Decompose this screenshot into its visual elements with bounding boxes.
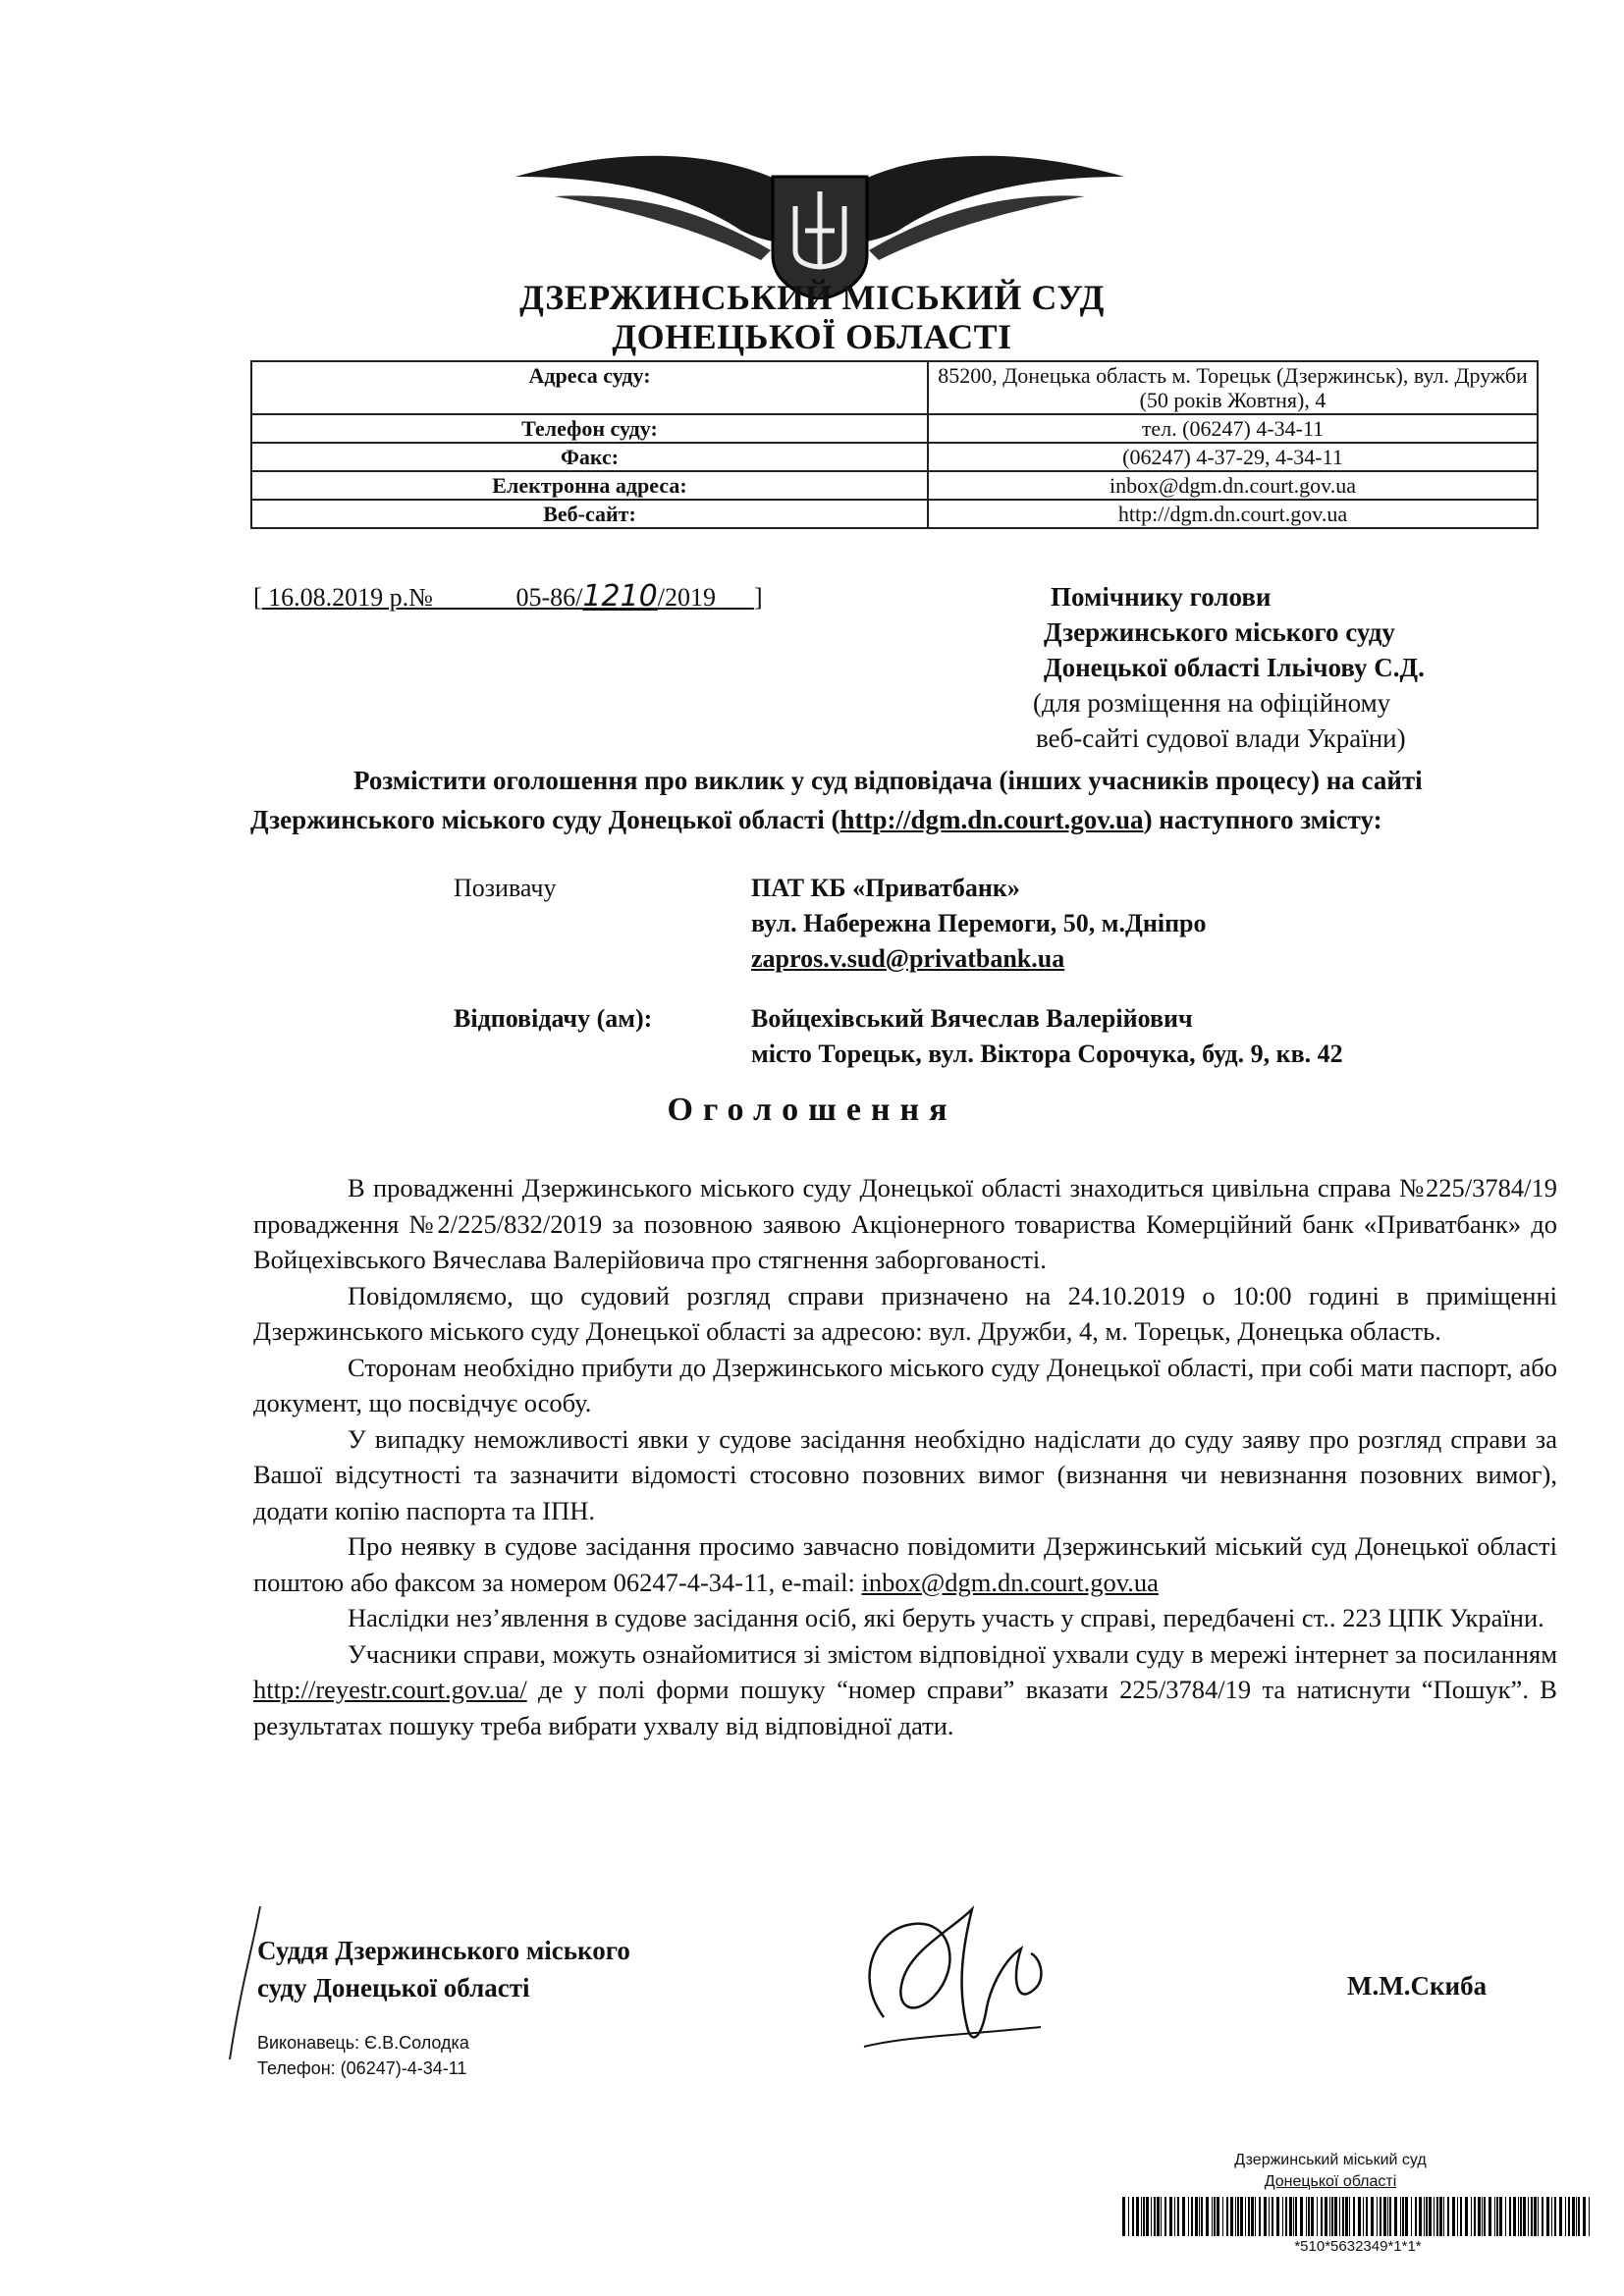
barcode-bar (1583, 2197, 1586, 2236)
paragraph-notify: Про неявку в судове засідання просимо завчасно повідомити Дзержинський міський суд Донецької області поштою або факсом за номером 06247-4-34-11, e-mail: inbox@dgm.dn.court.gov.ua (253, 1531, 1557, 1597)
barcode-bar (1240, 2197, 1243, 2236)
barcode-bar (1366, 2197, 1368, 2236)
barcode-bar (1509, 2197, 1511, 2236)
barcode-bar (1157, 2197, 1160, 2236)
barcode-bar (1482, 2197, 1483, 2236)
paragraph-documents: Сторонам необхідно прибути до Дзержинського міського суду Донецької області, при собі мати паспорт, або документ, що посвідчує особу. (253, 1352, 1557, 1417)
addressee-line5: веб-сайті судової влади України) (1036, 723, 1406, 753)
barcode-bar (1394, 2197, 1397, 2236)
barcode-bar (1447, 2197, 1449, 2236)
barcode-bar (1293, 2197, 1294, 2236)
barcode-bar (1188, 2197, 1189, 2236)
stamp-line2: Донецької області (1264, 2173, 1397, 2190)
barcode-bar (1389, 2197, 1391, 2236)
reference-number-suffix: /2019 (657, 583, 716, 612)
barcode-bar (1439, 2197, 1442, 2236)
barcode-bar (1251, 2197, 1254, 2236)
barcode-bar (1206, 2197, 1209, 2236)
barcode-bar (1542, 2197, 1543, 2236)
barcode-bar (1578, 2197, 1580, 2236)
court-emblem (496, 137, 1144, 299)
barcode-bar (1169, 2197, 1172, 2236)
barcode-bar (1248, 2197, 1250, 2236)
barcode-bar (1317, 2197, 1318, 2236)
barcode-bar (1513, 2197, 1516, 2236)
barcode-bar (1122, 2197, 1125, 2236)
addressee-line4: (для розміщення на офіційному (1033, 688, 1391, 718)
barcode-bar (1195, 2197, 1198, 2236)
barcode-bar (1132, 2197, 1134, 2236)
phone-label: Телефон суду: (251, 414, 928, 443)
registry-stamp (1193, 2150, 1468, 2193)
addressee-line3: Донецької області Ільічову С.Д. (1044, 653, 1425, 682)
barcode-bar (1295, 2197, 1297, 2236)
barcode-bar (1363, 2197, 1364, 2236)
barcode-bar (1405, 2197, 1408, 2236)
executor-phone: Телефон: (06247)-4-34-11 (257, 2058, 467, 2078)
barcode-bar (1128, 2197, 1129, 2236)
barcode-bar (1380, 2197, 1381, 2236)
barcode-bar (1424, 2197, 1425, 2236)
barcode-bar (1276, 2197, 1279, 2236)
court-email-link[interactable]: inbox@dgm.dn.court.gov.ua (861, 1567, 1159, 1597)
plaintiff-address: вул. Набережна Перемоги, 50, м.Дніпро (751, 909, 1207, 937)
barcode-bar (1568, 2197, 1570, 2236)
defendant-address: місто Торецьк, вул. Віктора Сорочука, буд. 9, кв. 42 (751, 1040, 1343, 1068)
barcode (1122, 2197, 1594, 2236)
barcode-bar (1177, 2197, 1179, 2236)
barcode-bar (1411, 2197, 1412, 2236)
table-row (251, 414, 1538, 443)
barcode-bar (1212, 2197, 1213, 2236)
barcode-bar (1474, 2197, 1476, 2236)
barcode-bar (1199, 2197, 1200, 2236)
barcode-bar (1161, 2197, 1162, 2236)
barcode-bar (1358, 2197, 1361, 2236)
registry-link[interactable]: http://reyestr.court.gov.ua/ (253, 1675, 527, 1704)
barcode-bar (1214, 2197, 1216, 2236)
barcode-bar (1505, 2197, 1506, 2236)
bracket-open: [ (253, 583, 262, 612)
paragraph-hearing-date: Повідомляємо, що судовий розгляд справи призначено на 24.10.2019 о 10:00 годині в приміщенні Дзержинського міського суду Донецької області за адресою: вул. Дружби, 4, м. Торецьк, Донецька область. (253, 1280, 1557, 1346)
barcode-bar (1402, 2197, 1404, 2236)
court-title-line2: ДОНЕЦЬКОЇ ОБЛАСТІ (612, 317, 1012, 356)
barcode-bar (1143, 2197, 1145, 2236)
barcode-bar (1237, 2197, 1239, 2236)
barcode-bar (1565, 2197, 1566, 2236)
barcode-bar (1353, 2197, 1355, 2236)
table-row (251, 500, 1538, 528)
address-value: 85200, Донецька область м. Торецьк (Дзержинськ), вул. Дружби (50 років Жовтня), 4 (928, 361, 1538, 414)
barcode-bar (1306, 2197, 1307, 2236)
email-label: Електронна адреса: (251, 471, 928, 500)
barcode-bar (1201, 2197, 1203, 2236)
barcode-bar (1471, 2197, 1472, 2236)
website-label: Веб-сайт: (251, 500, 928, 528)
barcode-bar (1520, 2197, 1522, 2236)
outgoing-reference (253, 579, 763, 614)
addressee-line1: Помічнику голови (1051, 582, 1272, 612)
barcode-bar (1484, 2197, 1486, 2236)
barcode-bar (1415, 2197, 1417, 2236)
barcode-bar (1226, 2197, 1228, 2236)
barcode-bar (1272, 2197, 1273, 2236)
barcode-bar (1141, 2197, 1142, 2236)
barcode-bar (1534, 2197, 1537, 2236)
barcode-bar (1325, 2197, 1327, 2236)
barcode-bar (1383, 2197, 1386, 2236)
reference-number-prefix: 05-86/ (515, 583, 583, 612)
fax-label: Факс: (251, 443, 928, 471)
judge-name: М.М.Скиба (1347, 1971, 1488, 2001)
barcode-bar (1230, 2197, 1233, 2236)
barcode-bar (1443, 2197, 1444, 2236)
handwritten-signature (844, 1890, 1060, 2061)
barcode-bar (1329, 2197, 1330, 2236)
barcode-bar (1518, 2197, 1519, 2236)
barcode-bar (1429, 2197, 1432, 2236)
plaintiff-email[interactable]: zapros.v.sud@privatbank.ua (751, 944, 1065, 973)
barcode-bar (1387, 2197, 1388, 2236)
barcode-bar (1255, 2197, 1256, 2236)
barcode-bar (1589, 2197, 1590, 2236)
paragraph-absence: У випадку неможливості явки у судове засідання необхідно надіслати до суду заяву про розгляд справи за Вашої відсутності та зазначити відомості стосовно позовних вимог (визнання чи невизнання позовних вимог), додати копію паспорта та ІПН. (253, 1423, 1557, 1525)
barcode-bar (1339, 2197, 1340, 2236)
barcode-bar (1377, 2197, 1378, 2236)
judge-title-line1: Суддя Дзержинського міського (257, 1936, 630, 1965)
barcode-bar (1419, 2197, 1422, 2236)
barcode-bar (1222, 2197, 1223, 2236)
barcode-bar (1457, 2197, 1458, 2236)
notice-heading-line1: Розмістити оголошення про виклик у суд відповідача (інших учасників процесу) на сайті (353, 766, 1423, 795)
barcode-bar (1269, 2197, 1270, 2236)
table-row (251, 471, 1538, 500)
barcode-bar (1235, 2197, 1236, 2236)
barcode-bar (1478, 2197, 1481, 2236)
barcode-bar (1164, 2197, 1166, 2236)
barcode-bar (1551, 2197, 1552, 2236)
barcode-bar (1151, 2197, 1152, 2236)
barcode-bar (1460, 2197, 1462, 2236)
barcode-bar (1342, 2197, 1344, 2236)
plaintiff-name: ПАТ КБ «Приватбанк» (751, 874, 1020, 902)
barcode-bar (1289, 2197, 1292, 2236)
barcode-bar (1465, 2197, 1468, 2236)
barcode-bar (1245, 2197, 1246, 2236)
paragraph-case: В провадженні Дзержинського міського суду Донецької області знаходиться цивільна справа №225/3784/19 провадження №2/225/832/2019 за позовною заявою Акціонерного товариства Комерційний банк «Приватбанк» до Войцехівського Вячеслава Валерійовича про стягнення заборгованості. (253, 1173, 1557, 1274)
barcode-bar (1349, 2197, 1350, 2236)
defendant-name: Войцехівський Вячеслав Валерійович (751, 1004, 1193, 1033)
barcode-bar (1259, 2197, 1261, 2236)
barcode-bar (1345, 2197, 1348, 2236)
barcode-bar (1136, 2197, 1139, 2236)
barcode-bar (1331, 2197, 1333, 2236)
barcode-bar (1321, 2197, 1323, 2236)
barcode-bar (1146, 2197, 1149, 2236)
announcement-body (253, 1170, 1557, 1743)
barcode-bar (1434, 2197, 1435, 2236)
barcode-bar (1546, 2197, 1549, 2236)
court-title-line1: ДЗЕРЖИНСЬКИЙ МІСЬКИЙ СУД (519, 278, 1105, 317)
notice-heading-line2: Дзержинського міського суду Донецької області (http://dgm.dn.court.gov.ua) наступного змісту: (250, 805, 1382, 834)
phone-value: тел. (06247) 4-34-11 (928, 414, 1538, 443)
table-row (251, 443, 1538, 471)
table-row (251, 361, 1538, 414)
announcement-title: Оголошення (667, 1092, 957, 1128)
barcode-bar (1174, 2197, 1175, 2236)
executor-name: Виконавець: Є.В.Солодка (257, 2033, 469, 2053)
barcode-bar (1554, 2197, 1556, 2236)
barcode-bar (1436, 2197, 1438, 2236)
barcode-bar (1154, 2197, 1156, 2236)
barcode-bar (1217, 2197, 1219, 2236)
reference-number-handwritten: 1210 (582, 579, 658, 614)
barcode-bar (1191, 2197, 1193, 2236)
barcode-bar (1496, 2197, 1498, 2236)
address-label: Адреса суду: (251, 361, 928, 414)
barcode-bar (1282, 2197, 1283, 2236)
barcode-bar (1300, 2197, 1303, 2236)
plaintiff-label: Позивачу (454, 874, 557, 902)
bracket-close: ] (753, 583, 763, 612)
barcode-bar (1400, 2197, 1401, 2236)
court-website-link[interactable]: http://dgm.dn.court.gov.ua (839, 805, 1144, 834)
barcode-bar (1523, 2197, 1526, 2236)
email-value: inbox@dgm.dn.court.gov.ua (928, 471, 1538, 500)
barcode-bar (1499, 2197, 1502, 2236)
defendant-label: Відповідачу (ам): (454, 1004, 653, 1033)
barcode-bar (1308, 2197, 1310, 2236)
barcode-bar (1426, 2197, 1428, 2236)
fax-value: (06247) 4-37-29, 4-34-11 (928, 443, 1538, 471)
judge-title-line2: суду Донецької області (257, 1973, 530, 2002)
barcode-bar (1494, 2197, 1495, 2236)
barcode-bar (1531, 2197, 1533, 2236)
barcode-bar (1528, 2197, 1529, 2236)
paragraph-registry: Учасники справи, можуть ознайомитися зі змістом відповідної ухвали суду в мережі інтернет за посиланням http://reyestr.court.gov.ua/ де у полі форми пошуку “номер справи” вказати 225/3784/19 та натиснути “Пошук”. В результатах пошуку треба вибрати ухвалу від відповідної дати. (253, 1638, 1557, 1740)
addressee-line2: Дзержинського міського суду (1044, 617, 1395, 647)
barcode-bar (1572, 2197, 1575, 2236)
reference-date: 16.08.2019 р.№ (261, 583, 433, 612)
barcode-bar (1559, 2197, 1562, 2236)
barcode-bar (1576, 2197, 1577, 2236)
barcode-bar (1311, 2197, 1314, 2236)
website-value: http://dgm.dn.court.gov.ua (928, 500, 1538, 528)
barcode-bar (1264, 2197, 1267, 2236)
stamp-line1: Дзержинський міський суд (1234, 2152, 1427, 2168)
barcode-bar (1489, 2197, 1491, 2236)
barcode-bar (1371, 2197, 1374, 2236)
paragraph-consequences: Наслідки нез’явлення в судове засідання осіб, які беруть участь у справі, передбачені ст.. 223 ЦПК України. (348, 1603, 1544, 1632)
barcode-bar (1334, 2197, 1337, 2236)
court-info-table (250, 360, 1539, 529)
barcode-bar (1285, 2197, 1287, 2236)
barcode-number: *510*5632349*1*1* (1294, 2238, 1422, 2255)
barcode-bar (1182, 2197, 1185, 2236)
barcode-bar (1452, 2197, 1455, 2236)
barcode-bar (1538, 2197, 1539, 2236)
